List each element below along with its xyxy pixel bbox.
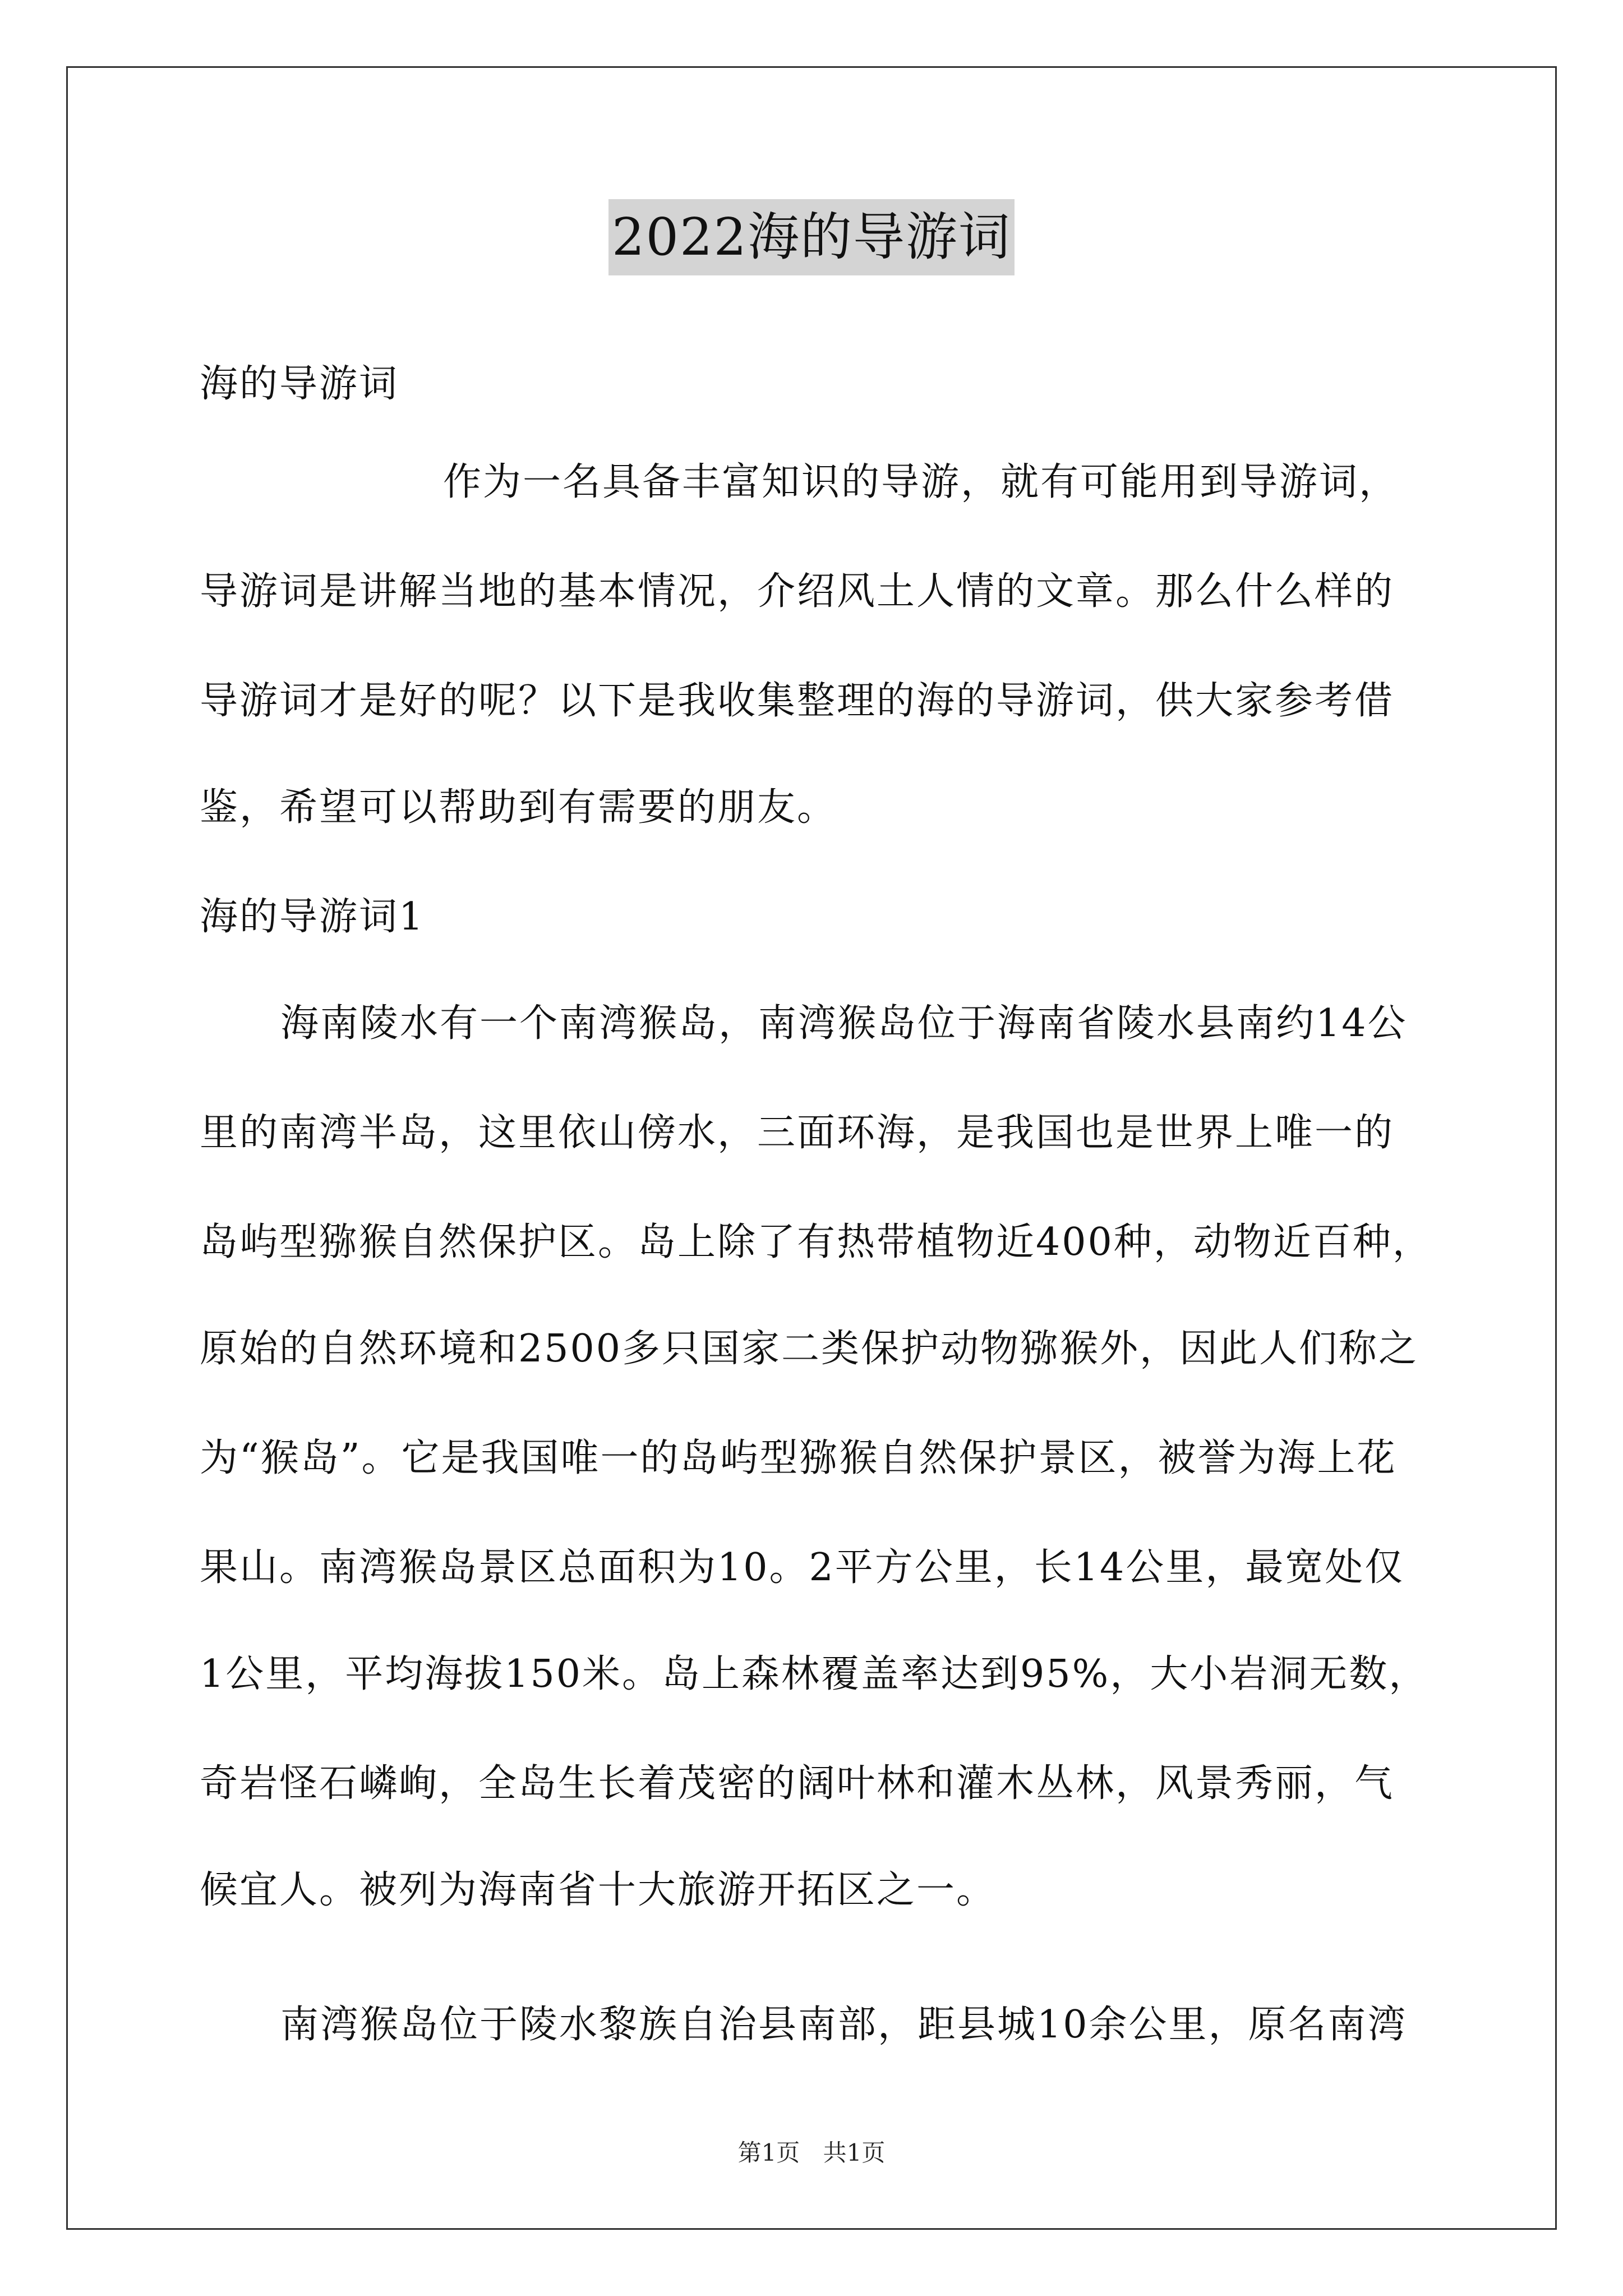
paragraph-line: 1公里，平均海拔150米。岛上森林覆盖率达到95%，大小岩洞无数， bbox=[200, 1652, 1429, 1696]
intro-line-4: 鉴，希望可以帮助到有需要的朋友。 bbox=[200, 785, 837, 830]
title-container bbox=[0, 199, 1623, 275]
document-subtitle: 海的导游词 bbox=[200, 362, 399, 406]
paragraph-line: 奇岩怪石嶙峋，全岛生长着茂密的阔叶林和灌木丛林，风景秀丽，气 bbox=[200, 1761, 1395, 1806]
intro-line-3: 导游词才是好的呢？以下是我收集整理的海的导游词，供大家参考借 bbox=[200, 679, 1395, 723]
page-number-current: 第1页 bbox=[737, 2139, 800, 2166]
section-heading-1: 海的导游词1 bbox=[200, 895, 425, 939]
paragraph-line: 海南陵水有一个南湾猴岛，南湾猴岛位于海南省陵水县南约14公 bbox=[280, 1001, 1408, 1046]
page-footer bbox=[0, 2134, 1623, 2168]
intro-line-2: 导游词是讲解当地的基本情况，介绍风土人情的文章。那么什么样的 bbox=[200, 569, 1395, 614]
paragraph-line: 里的南湾半岛，这里依山傍水，三面环海，是我国也是世界上唯一的 bbox=[200, 1111, 1395, 1155]
page-number-total: 共1页 bbox=[823, 2139, 886, 2166]
paragraph-line: 为“猴岛”。它是我国唯一的岛屿型猕猴自然保护景区，被誉为海上花 bbox=[200, 1436, 1397, 1480]
paragraph-line: 原始的自然环境和2500多只国家二类保护动物猕猴外，因此人们称之 bbox=[200, 1327, 1419, 1371]
paragraph-line: 果山。南湾猴岛景区总面积为10。2平方公里，长14公里，最宽处仅 bbox=[200, 1545, 1405, 1590]
document-title: 2022海的导游词 bbox=[608, 199, 1015, 275]
paragraph-line: 南湾猴岛位于陵水黎族自治县南部，距县城10余公里，原名南湾 bbox=[280, 2003, 1408, 2047]
paragraph-line: 岛屿型猕猴自然保护区。岛上除了有热带植物近400种，动物近百种， bbox=[200, 1220, 1432, 1264]
paragraph-line: 候宜人。被列为海南省十大旅游开拓区之一。 bbox=[200, 1868, 997, 1912]
intro-line-1: 作为一名具备丰富知识的导游，就有可能用到导游词， bbox=[443, 460, 1399, 504]
